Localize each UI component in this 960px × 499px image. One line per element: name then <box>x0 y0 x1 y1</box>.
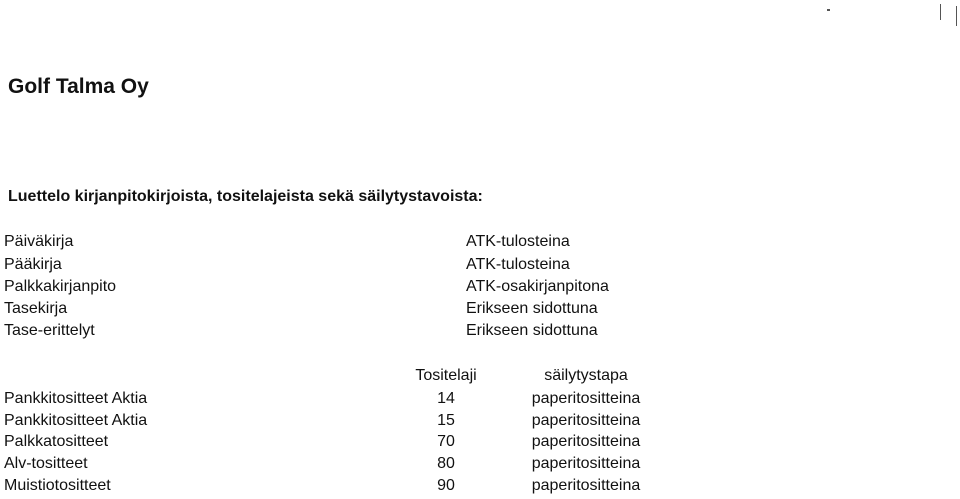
voucher-code: 70 <box>437 433 455 450</box>
company-title: Golf Talma Oy <box>8 75 149 98</box>
book-storage: ATK-osakirjanpitona <box>466 278 609 295</box>
voucher-code: 90 <box>437 477 455 494</box>
voucher-name: Pankkitositteet Aktia <box>4 390 148 407</box>
voucher-storage: paperitositteina <box>531 433 641 450</box>
voucher-storage: paperitositteina <box>531 477 641 494</box>
voucher-storage: paperitositteina <box>531 455 641 472</box>
book-name: Tase-erittelyt <box>4 322 95 339</box>
voucher-code: 15 <box>437 412 455 429</box>
book-name: Pääkirja <box>4 256 62 273</box>
scan-mark <box>940 4 941 20</box>
book-storage: ATK-tulosteina <box>466 233 570 250</box>
voucher-name: Alv-tositteet <box>4 455 88 472</box>
book-name: Päiväkirja <box>4 233 74 250</box>
list-heading: Luettelo kirjanpitokirjoista, tositelajeista sekä säilytystavoista: <box>8 188 483 205</box>
voucher-name: Muistiotositteet <box>4 477 111 494</box>
voucher-code: 80 <box>437 455 455 472</box>
voucher-name: Pankkitositteet Aktia <box>4 412 148 429</box>
book-storage: Erikseen sidottuna <box>466 300 598 317</box>
scan-mark <box>827 9 830 11</box>
voucher-code: 14 <box>437 390 455 407</box>
book-name: Palkkakirjanpito <box>4 278 117 295</box>
voucher-storage-header: säilytystapa <box>544 367 628 384</box>
scan-mark <box>956 6 957 26</box>
voucher-type-header: Tositelaji <box>415 367 477 384</box>
book-storage: Erikseen sidottuna <box>466 322 598 339</box>
voucher-storage: paperitositteina <box>531 390 641 407</box>
voucher-name: Palkkatositteet <box>4 433 109 450</box>
book-name: Tasekirja <box>4 300 68 317</box>
book-storage: ATK-tulosteina <box>466 256 570 273</box>
voucher-storage: paperitositteina <box>531 412 641 429</box>
